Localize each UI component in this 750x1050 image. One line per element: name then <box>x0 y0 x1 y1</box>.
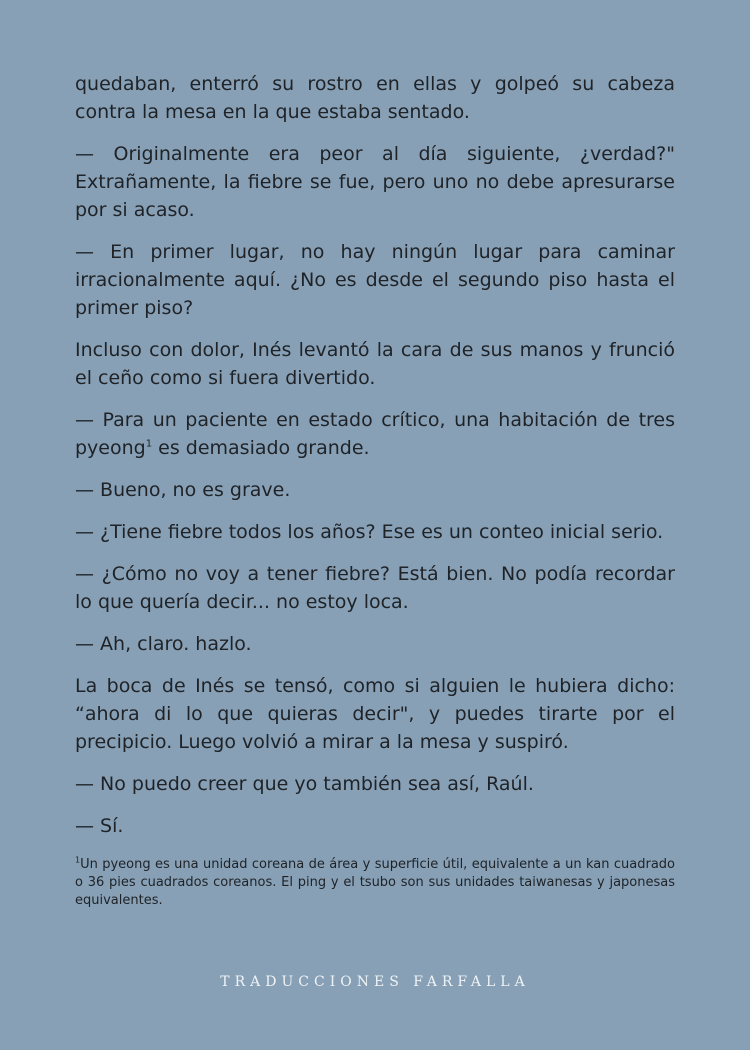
paragraph-3: — En primer lugar, no hay ningún lugar para caminar irracionalmente aquí. ¿No es desde el segundo piso hasta el primer piso? <box>75 241 675 319</box>
footnote-marker: 1 <box>75 855 81 865</box>
paragraph-8: — ¿Cómo no voy a tener fiebre? Está bien. No podía recordar lo que quería decir... no estoy loca. <box>75 563 675 613</box>
publisher-footer: TRADUCCIONES FARFALLA <box>220 974 530 990</box>
paragraph-5 <box>75 406 675 462</box>
paragraph-1: quedaban, enterró su rostro en ellas y golpeó su cabeza contra la mesa en la que estaba sentado. <box>75 73 675 123</box>
paragraph-2: — Originalmente era peor al día siguiente, ¿verdad?" Extrañamente, la fiebre se fue, pero uno no debe apresurarse por si acaso. <box>75 143 675 221</box>
footnote-reference: 1 <box>145 438 153 450</box>
paragraph-6: — Bueno, no es grave. <box>75 479 291 501</box>
paragraph-4: Incluso con dolor, Inés levantó la cara de sus manos y frunció el ceño como si fuera divertido. <box>75 339 675 389</box>
paragraph-5-text-after: es demasiado grande. <box>152 437 370 459</box>
paragraph-5-text-before: — Para un paciente en estado crítico, una habitación de tres pyeong <box>75 409 675 459</box>
paragraph-12: — Sí. <box>75 815 124 837</box>
page-body <box>75 70 675 910</box>
paragraph-11: — No puedo creer que yo también sea así, Raúl. <box>75 773 534 795</box>
paragraph-9: — Ah, claro. hazlo. <box>75 633 252 655</box>
footnote-text: Un pyeong es una unidad coreana de área y superficie útil, equivalente a un kan cuadrado o 36 pies cuadrados coreanos. El ping y el tsubo son sus unidades taiwanesas y japonesas equivalentes. <box>75 857 675 908</box>
paragraph-7: — ¿Tiene fiebre todos los años? Ese es un conteo inicial serio. <box>75 521 664 543</box>
paragraph-10: La boca de Inés se tensó, como si alguien le hubiera dicho: “ahora di lo que quieras decir", y puedes tirarte por el precipicio. Luego volvió a mirar a la mesa y suspiró. <box>75 675 675 753</box>
footnote <box>75 856 675 910</box>
